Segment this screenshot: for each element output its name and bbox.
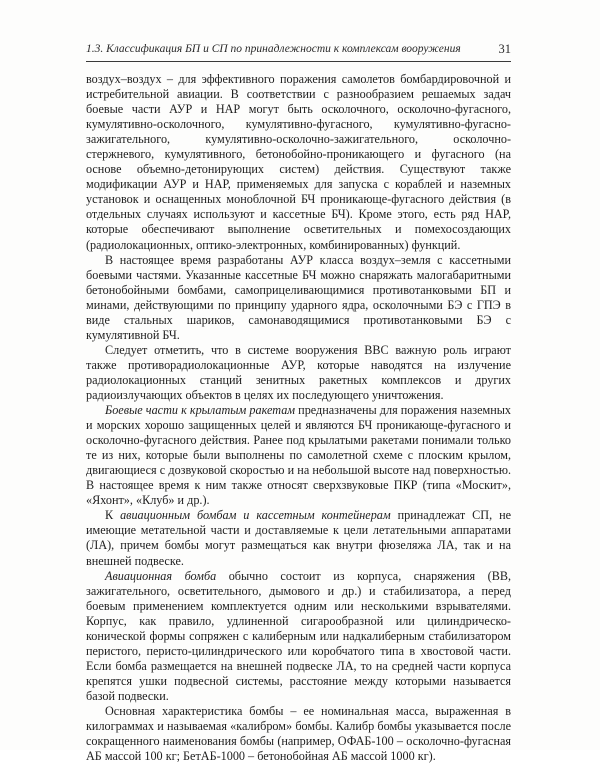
section-title: 1.3. Классификация БП и СП по принадлежности к комплексам вооружения: [86, 43, 461, 55]
header-rule: [86, 61, 511, 62]
term-bombs-and-containers: авиационным бомбам и кассетным контейнерам: [120, 508, 391, 523]
paragraph-cluster-warheads: В настоящее время разработаны АУР класса воздух–земля с кассетными боевыми частями. Указанные кассетные БЧ можно снаряжать малогабаритными бетонобойными бомбами, самоприцеливающимися противотанковыми БП и минами, действующими по принципу ударного ядра, осколочными БЭ с ГПЭ в виде стальных шариков, самонаводящимися противотанковыми БЭ с кумулятивной БЧ.: [86, 252, 511, 342]
term-aviation-bomb: Авиационная бомба: [105, 568, 217, 583]
paragraph-cruise-missile-warheads: Боевые части к крылатым ракетам предназначены для поражения наземных и морских хорошо защищенных целей и являются БЧ проникающе-фугасного и осколочно-фугасного действия. Ранее под крылатыми ракетами понимали только те из них, которые были выполнены по самолетной схеме с плоским крылом, двигающиеся с дозвуковой скоростью и на небольшой высоте над поверхностью. В настоящее время к ним также относят сверхзвуковые ПКР (типа «Москит», «Яхонт», «Клуб» и др.).: [86, 403, 511, 508]
paragraph-bomb-caliber: Основная характеристика бомбы – ее номинальная масса, выраженная в килограммах и называемая «калибром» бомбы. Калибр бомбы указывается после сокращенного наименования бомбы (например, ОФАБ-100 – осколочно-фугасная АБ массой 100 кг; БетАБ-1000 – бетонобойная АБ массой 1000 кг).: [86, 703, 511, 764]
term-cruise-missile-warheads: Боевые части к крылатым ракетам: [105, 403, 296, 418]
paragraph-aur-nar-types: воздух–воздух – для эффективного поражения самолетов бомбардировочной и истребительной авиации. В соответствии с разнообразием решаемых задач боевые части АУР и НАР могут быть осколочного, осколочно-фугасного, кумулятивно-осколочного, кумулятивно-фугасного, кумулятивно-фугасно-зажигательного, кумулятивно-осколочно-зажигательного, осколочно-стержневого, кумулятивного, бетонобойно-проникающего и фугасного (на основе объемно-детонирующих систем) действия. Существуют также модификации АУР и НАР, применяемых для запуска с кораблей и наземных установок и оснащенных моноблочной БЧ проникающе-фугасного действия (в отдельных случаях используют и кассетные БЧ). Кроме этого, есть ряд НАР, которые обеспечивают выполнение осветительных и помехосоздающих (радиолокационных, оптико-электронных, комбинированных) функций.: [86, 72, 511, 252]
page-number: 31: [498, 42, 511, 56]
paragraph-anti-radar-missiles: Следует отметить, что в системе вооружения ВВС важную роль играют также противорадиолокационные АУР, которые наводятся на излучение радиолокационных станций зенитных ракетных комплексов и других радиоизлучающих объектов в целях их последующего уничтожения.: [86, 342, 511, 402]
paragraph-bombs-and-containers: К авиационным бомбам и кассетным контейнерам принадлежат СП, не имеющие метательной части и доставляемые к цели летательными аппаратами (ЛА), причем бомбы могут размещаться как внутри фюзеляжа ЛА, так и на внешней подвеске.: [86, 508, 512, 568]
paragraph-aviation-bomb: Авиационная бомба обычно состоит из корпуса, снаряжения (ВВ, зажигательного, осветительного, дымового и др.) и стабилизатора, а перед боевым применением комплектуется одним или несколькими взрывателями. Корпус, как правило, удлиненной сигарообразной или цилиндрическо-конической формы сопряжен с калиберным или надкалиберным стабилизатором перистого, перисто-цилиндрического или коробчатого типа в хвостовой части. Если бомба размещается на внешней подвеске ЛА, то на средней части корпуса крепятся ушки подвесной системы, расстояние между которыми называется базой подвески.: [86, 568, 511, 703]
body-text: [86, 72, 511, 764]
running-header: [86, 40, 511, 60]
